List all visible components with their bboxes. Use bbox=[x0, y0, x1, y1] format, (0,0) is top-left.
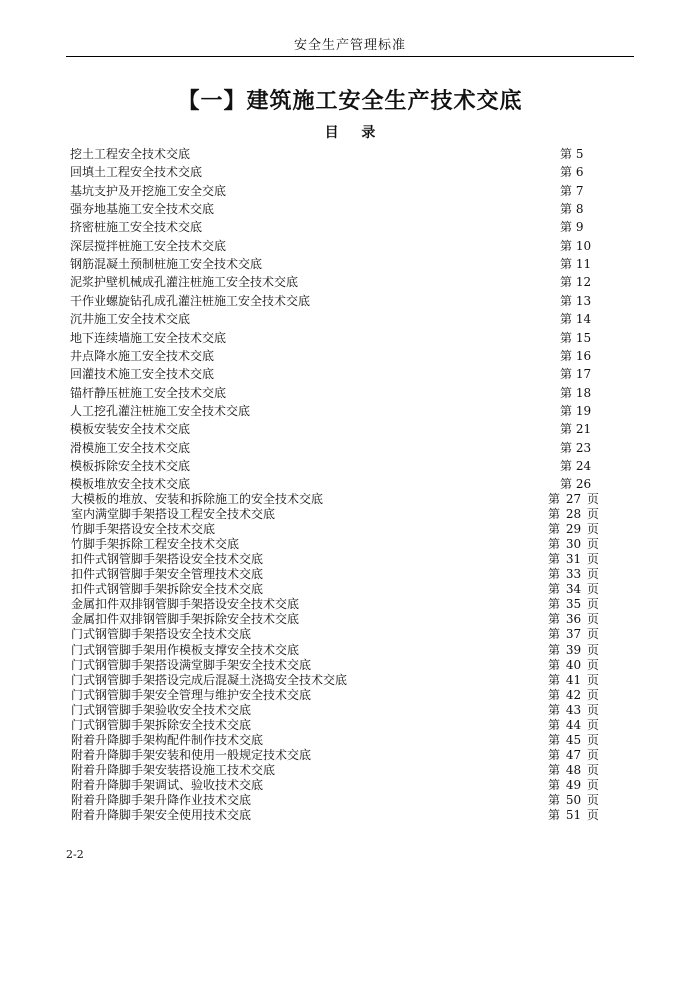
toc-entry-page: 第 42 页 bbox=[548, 687, 599, 702]
toc-entry-page: 第 29 页 bbox=[548, 522, 599, 537]
toc-entry-page: 第 35 页 bbox=[548, 597, 599, 612]
toc-entry-title: 锚杆静压桩施工安全技术交底 bbox=[70, 385, 227, 400]
running-header: 安全生产管理标准 bbox=[293, 38, 406, 53]
toc-entry bbox=[0, 348, 700, 364]
toc-entry-title: 扣件式钢管脚手架安全管理技术交底 bbox=[71, 567, 264, 582]
toc-entry-page: 第 9 bbox=[560, 220, 584, 235]
page-number: 2-2 bbox=[66, 848, 84, 861]
toc-entry-title: 附着升降脚手架安装和使用一般规定技术交底 bbox=[71, 747, 312, 762]
toc-entry-page: 第 10 bbox=[560, 238, 592, 253]
toc-entry bbox=[0, 440, 700, 456]
toc-entry-page: 第 24 bbox=[560, 458, 592, 473]
toc-entry bbox=[0, 777, 700, 793]
toc-entry-page: 第 6 bbox=[560, 165, 584, 180]
toc-entry bbox=[0, 702, 700, 718]
toc-entry bbox=[0, 311, 700, 327]
toc-entry bbox=[0, 164, 700, 180]
toc-entry-page: 第 45 页 bbox=[548, 732, 599, 747]
toc-entry-title: 室内满堂脚手架搭设工程安全技术交底 bbox=[71, 507, 276, 522]
toc-entry-title: 挖土工程安全技术交底 bbox=[70, 147, 191, 161]
toc-entry bbox=[0, 581, 700, 597]
toc-entry-title: 地下连续墙施工安全技术交底 bbox=[70, 330, 227, 345]
toc-entry-title: 门式钢管脚手架用作模板支撑安全技术交底 bbox=[71, 642, 300, 657]
toc-entry-page: 第 36 页 bbox=[548, 612, 599, 627]
toc-entry-title: 深层搅拌桩施工安全技术交底 bbox=[70, 238, 227, 253]
toc-entry-title: 门式钢管脚手架安全管理与维护安全技术交底 bbox=[71, 687, 312, 702]
toc-entry-title: 门式钢管脚手架拆除安全技术交底 bbox=[71, 717, 252, 732]
toc-entry-page: 第 7 bbox=[560, 183, 584, 198]
toc-entry-title: 模板安装安全技术交底 bbox=[70, 422, 191, 437]
toc-entry bbox=[0, 762, 700, 778]
toc-entry bbox=[0, 330, 700, 346]
toc-entry-page: 第 40 页 bbox=[548, 657, 599, 672]
toc-entry bbox=[0, 293, 700, 309]
toc-entry-title: 回填土工程安全技术交底 bbox=[70, 165, 203, 180]
toc-entry bbox=[0, 366, 700, 382]
toc-entry-page: 第 43 页 bbox=[548, 702, 599, 717]
toc-entry-title: 回灌技术施工安全技术交底 bbox=[70, 367, 215, 382]
toc-entry bbox=[0, 491, 700, 507]
toc-entry-title: 人工挖孔灌注桩施工安全技术交底 bbox=[70, 403, 251, 418]
toc-entry-page: 第 33 页 bbox=[548, 567, 599, 582]
toc-entry-title: 竹脚手架搭设安全技术交底 bbox=[71, 522, 216, 537]
toc-entry-page: 第 8 bbox=[560, 202, 584, 217]
toc-entry bbox=[0, 183, 700, 199]
toc-entry-page: 第 12 bbox=[560, 275, 592, 290]
toc-entry-page: 第 23 bbox=[560, 440, 592, 455]
toc-entry-title: 井点降水施工安全技术交底 bbox=[70, 348, 215, 363]
toc-entry-page: 第 5 bbox=[560, 147, 584, 161]
toc-entry bbox=[0, 219, 700, 235]
toc-entry bbox=[0, 551, 700, 567]
toc-entry-page: 第 37 页 bbox=[548, 627, 599, 642]
toc-entry bbox=[0, 458, 700, 474]
toc-entry bbox=[0, 536, 700, 552]
toc-entry-title: 强夯地基施工安全技术交底 bbox=[70, 202, 215, 217]
toc-entry-page: 第 13 bbox=[560, 293, 592, 308]
toc-entry-page: 第 18 bbox=[560, 385, 592, 400]
toc-entry bbox=[0, 521, 700, 537]
toc-entry bbox=[0, 596, 700, 612]
toc-entry-title: 干作业螺旋钻孔成孔灌注桩施工安全技术交底 bbox=[70, 293, 311, 308]
toc-entry bbox=[0, 747, 700, 763]
toc-entry bbox=[0, 717, 700, 733]
toc-entry-title: 基坑支护及开挖施工安全交底 bbox=[70, 183, 227, 198]
toc-entry-title: 泥浆护壁机械成孔灌注桩施工安全技术交底 bbox=[70, 275, 299, 290]
toc-entry-page: 第 44 页 bbox=[548, 717, 599, 732]
toc-entry bbox=[0, 626, 700, 642]
toc-entry bbox=[0, 274, 700, 290]
page-title: 【一】建筑施工安全生产技术交底 bbox=[177, 89, 523, 114]
toc-entry-title: 门式钢管脚手架搭设完成后混凝土浇捣安全技术交底 bbox=[71, 672, 348, 687]
toc-entry-page: 第 30 页 bbox=[548, 537, 599, 552]
toc-entry-title: 门式钢管脚手架搭设满堂脚手架安全技术交底 bbox=[71, 657, 312, 672]
toc-entry-title: 模板堆放安全技术交底 bbox=[70, 477, 191, 492]
toc-entry-page: 第 47 页 bbox=[548, 747, 599, 762]
toc-entry-page: 第 49 页 bbox=[548, 777, 599, 792]
toc-entry-page: 第 39 页 bbox=[548, 642, 599, 657]
toc-entry-page: 第 27 页 bbox=[548, 492, 599, 506]
toc-entry bbox=[0, 256, 700, 272]
toc-entry bbox=[0, 403, 700, 419]
toc-entry-page: 第 51 页 bbox=[548, 808, 599, 823]
toc-entry-page: 第 28 页 bbox=[548, 507, 599, 522]
toc-entry-title: 附着升降脚手架调试、验收技术交底 bbox=[71, 777, 264, 792]
toc-entry bbox=[0, 672, 700, 688]
toc-entry-page: 第 34 页 bbox=[548, 582, 599, 597]
toc-entry bbox=[0, 642, 700, 658]
toc-entry bbox=[0, 238, 700, 254]
toc-entry-title: 模板拆除安全技术交底 bbox=[70, 458, 191, 473]
toc-entry-title: 竹脚手架拆除工程安全技术交底 bbox=[71, 537, 240, 552]
toc-entry-page: 第 50 页 bbox=[548, 793, 599, 807]
toc-entry bbox=[0, 687, 700, 703]
toc-entry-page: 第 14 bbox=[560, 312, 592, 327]
toc-entry-title: 附着升降脚手架升降作业技术交底 bbox=[71, 793, 252, 807]
toc-entry-title: 附着升降脚手架构配件制作技术交底 bbox=[71, 732, 264, 747]
toc-entry bbox=[0, 792, 700, 808]
toc-entry-page: 第 19 bbox=[560, 403, 592, 418]
header-rule bbox=[66, 56, 634, 57]
toc-entry-page: 第 41 页 bbox=[548, 672, 599, 687]
toc-entry bbox=[0, 807, 700, 823]
toc-entry bbox=[0, 566, 700, 582]
toc-entry-page: 第 17 bbox=[560, 367, 592, 382]
toc-entry-page: 第 31 页 bbox=[548, 552, 599, 567]
toc-entry-title: 金属扣件双排钢管脚手架拆除安全技术交底 bbox=[71, 612, 300, 627]
toc-entry-title: 附着升降脚手架安装搭设施工技术交底 bbox=[71, 762, 276, 777]
toc-entry-title: 钢筋混凝土预制桩施工安全技术交底 bbox=[70, 257, 263, 272]
toc-entry-page: 第 16 bbox=[560, 348, 592, 363]
toc-entry bbox=[0, 201, 700, 217]
toc-entry bbox=[0, 611, 700, 627]
toc-entry-title: 扣件式钢管脚手架搭设安全技术交底 bbox=[71, 552, 264, 567]
toc-entry bbox=[0, 476, 700, 492]
toc-entry-title: 沉井施工安全技术交底 bbox=[70, 312, 191, 327]
toc-entry-title: 金属扣件双排钢管脚手架搭设安全技术交底 bbox=[71, 597, 300, 612]
toc-entry bbox=[0, 657, 700, 673]
toc-entry-title: 大模板的堆放、安装和拆除施工的安全技术交底 bbox=[71, 492, 324, 506]
toc-entry bbox=[0, 732, 700, 748]
toc-entry-page: 第 48 页 bbox=[548, 762, 599, 777]
toc-entry-page: 第 26 bbox=[560, 477, 592, 492]
toc-entry-title: 附着升降脚手架安全使用技术交底 bbox=[71, 808, 252, 823]
toc-entry-page: 第 15 bbox=[560, 330, 592, 345]
toc-entry bbox=[0, 506, 700, 522]
toc-entry-title: 滑模施工安全技术交底 bbox=[70, 440, 191, 455]
toc-entry-title: 门式钢管脚手架搭设安全技术交底 bbox=[71, 627, 252, 642]
toc-entry-title: 门式钢管脚手架验收安全技术交底 bbox=[71, 702, 252, 717]
toc-heading: 目 录 bbox=[324, 125, 376, 141]
toc-entry-page: 第 21 bbox=[560, 422, 592, 437]
toc-entry bbox=[0, 421, 700, 437]
toc-entry bbox=[0, 385, 700, 401]
toc-entry-title: 挤密桩施工安全技术交底 bbox=[70, 220, 203, 235]
toc-entry-page: 第 11 bbox=[560, 257, 592, 272]
toc-entry-title: 扣件式钢管脚手架拆除安全技术交底 bbox=[71, 582, 264, 597]
toc-entry bbox=[0, 146, 700, 162]
